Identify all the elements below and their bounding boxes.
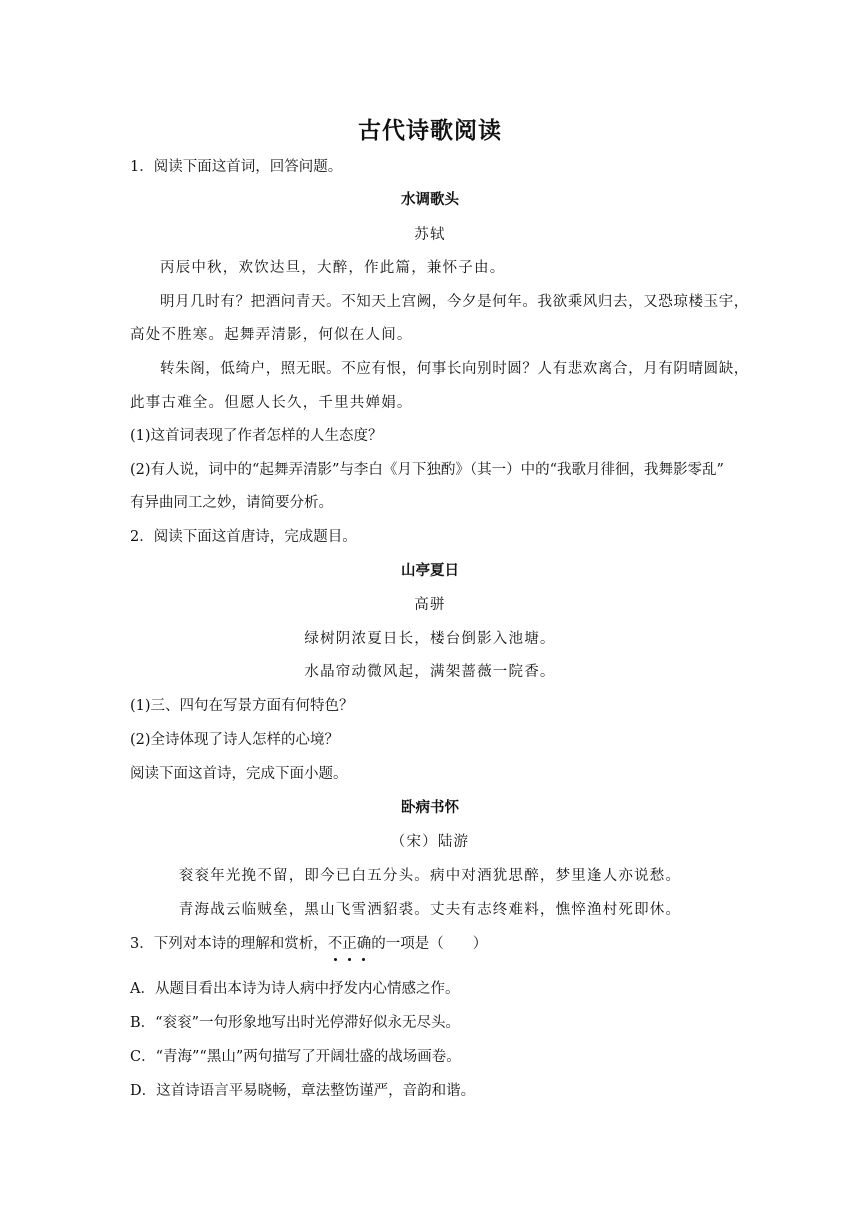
q2-author: 高骈 bbox=[414, 597, 446, 613]
q3-option-b[interactable]: B．“衮衮”一句形象地写出时光停滞好似永无尽头。 bbox=[130, 1015, 460, 1031]
q3-stem-prefix: 3．下列对本诗的理解和赏析， bbox=[130, 936, 328, 952]
q1-paragraph1-line2: 高处不胜寒。起舞弄清影，何似在人间。 bbox=[130, 327, 413, 343]
q1-poem-title: 水调歌头 bbox=[401, 191, 459, 208]
q3-stem-emphasis: 不正确 bbox=[328, 936, 372, 952]
q1-paragraph1-line1: 明月几时有？把酒问青天。不知天上宫阙，今夕是何年。我欲乘风归去，又恐琼楼玉宇， bbox=[160, 294, 749, 310]
q3-group-intro: 阅读下面这首诗，完成下面小题。 bbox=[130, 766, 348, 782]
q2-sub-question-2: (2)全诗体现了诗人怎样的心境？ bbox=[130, 732, 340, 748]
q1-paragraph2-line2: 此事古难全。但愿人长久，千里共婵娟。 bbox=[130, 395, 413, 411]
q1-sub-question-2-line1: (2)有人说，词中的“起舞弄清影”与李白《月下独酌》（其一）中的“我歌月徘徊，我舞影零乱” bbox=[130, 462, 724, 478]
q1-paragraph2-line1: 转朱阁，低绮户，照无眠。不应有恨，何事长向别时圆？人有悲欢离合，月有阴晴圆缺， bbox=[160, 361, 749, 377]
q3-option-a[interactable]: A．从题目看出本诗为诗人病中抒发内心情感之作。 bbox=[130, 981, 460, 997]
q1-author: 苏轼 bbox=[414, 227, 446, 243]
q1-intro: 1．阅读下面这首词，回答问题。 bbox=[130, 159, 343, 175]
q1-sub-question-2-line2: 有异曲同工之妙，请简要分析。 bbox=[130, 495, 333, 511]
q1-preface: 丙辰中秋，欢饮达旦，大醉，作此篇，兼怀子由。 bbox=[160, 260, 506, 276]
q3-option-d[interactable]: D．这首诗语言平易晓畅，章法整饬谨严，音韵和谐。 bbox=[130, 1083, 476, 1099]
q2-poem-title: 山亭夏日 bbox=[401, 562, 459, 579]
q2-intro: 2．阅读下面这首唐诗，完成题目。 bbox=[130, 529, 357, 545]
q2-poem-line2: 水晶帘动微风起，满架蔷薇一院香。 bbox=[304, 664, 556, 680]
q2-poem-line1: 绿树阴浓夏日长，楼台倒影入池塘。 bbox=[304, 631, 556, 647]
q3-stem bbox=[130, 934, 487, 954]
q2-sub-question-1: (1)三、四句在写景方面有何特色？ bbox=[130, 698, 354, 714]
q3-poem-line2: 青海战云临贼垒，黑山飞雪洒貂裘。丈夫有志终难料，憔悴渔村死即休。 bbox=[178, 902, 682, 918]
emphasis-dot bbox=[348, 958, 351, 961]
emphasis-dot bbox=[362, 958, 365, 961]
q3-poem-title: 卧病书怀 bbox=[401, 799, 459, 816]
q3-poem-line1: 衮衮年光挽不留，即今已白五分头。病中对酒犹思醉，梦里逢人亦说愁。 bbox=[178, 868, 682, 884]
q3-stem-suffix: 的一项是（ ） bbox=[371, 936, 488, 952]
q3-author: （宋）陆游 bbox=[390, 834, 470, 850]
q1-sub-question-1: (1)这首词表现了作者怎样的人生态度？ bbox=[130, 428, 383, 444]
emphasis-dot bbox=[334, 958, 337, 961]
q3-option-c[interactable]: C．“青海”“黑山”两句描写了开阔壮盛的战场画卷。 bbox=[130, 1049, 461, 1065]
page-title: 古代诗歌阅读 bbox=[358, 117, 502, 144]
